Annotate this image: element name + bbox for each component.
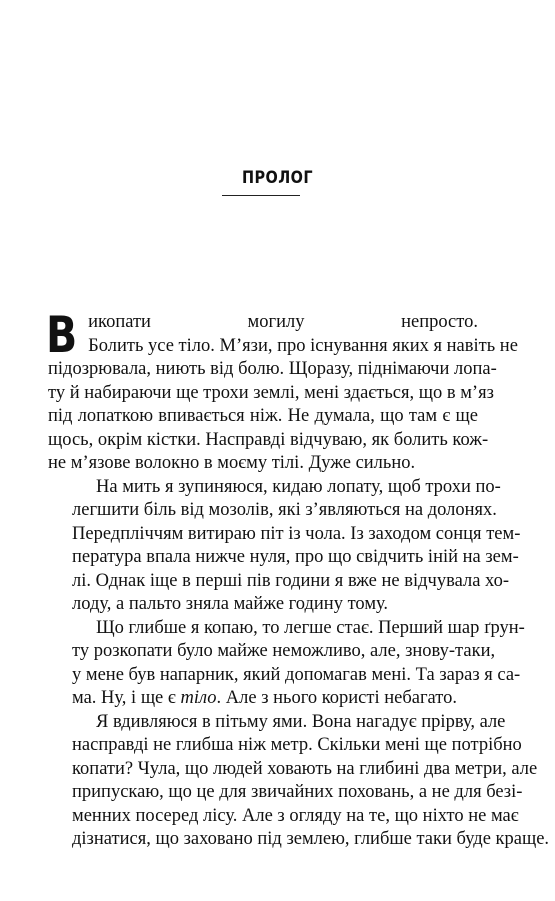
- text-line: На мить я зупиняюся, кидаю лопату, щоб трохи по-: [96, 476, 501, 497]
- text-line: ту розкопати було майже неможливо, але, знову-таки,: [72, 641, 496, 661]
- text-line: підозрювала, ниють від болю. Щоразу, піднімаючи лопа-: [48, 359, 497, 379]
- title-underline: [222, 195, 300, 196]
- text-line: ту й набираючи ще трохи землі, мені здається, що в м’яз: [48, 382, 494, 403]
- text-line: икопати могилу непросто.: [88, 312, 478, 332]
- text-line: щось, окрім кістки. Насправді відчуваю, як болить кож-: [48, 429, 489, 450]
- paragraph-2: [48, 476, 521, 617]
- text-line: лі. Однак іще в перші пів години я вже не відчувала хо-: [72, 570, 509, 591]
- text-line: [48, 687, 478, 711]
- text-line: припускаю, що це для звичайних поховань, а не для безі-: [72, 782, 523, 802]
- text-line: Я вдивляюся в пітьму ями. Вона нагадує прірву, але: [96, 711, 506, 732]
- text-line: Передпліччям витираю піт із чола. Із заходом сонця тем-: [72, 523, 521, 544]
- emphasized-word: тіло: [180, 688, 217, 708]
- text-line: Що глибше я копаю, то легше стає. Перший шар ґрун-: [96, 617, 525, 638]
- chapter-title: ПРОЛОГ: [241, 168, 314, 188]
- text-line: копати? Чула, що людей ховають на глибині два метри, але: [72, 758, 538, 779]
- text-line: під лопаткою впивається ніж. Не думала, що там є ще: [48, 406, 478, 426]
- text-line: дізнатися, що заховано під землею, глибше таки буде краще.: [72, 829, 550, 849]
- paragraph-4: [48, 711, 550, 852]
- paragraph-1: [46, 306, 518, 476]
- text-line: менних посеред лісу. Але з огляду на те, що ніхто не має: [72, 805, 519, 826]
- text-fragment: ма. Ну, і ще є: [72, 688, 181, 708]
- body-text: [46, 306, 550, 852]
- paragraph-3: [48, 617, 525, 711]
- drop-cap: В: [46, 306, 78, 364]
- text-line: легшити біль від мозолів, які з’являються на долонях.: [72, 500, 497, 520]
- text-line: лоду, а пальто зняла майже годину тому.: [72, 594, 389, 614]
- text-line: Болить усе тіло. М’язи, про існування яких я навіть не: [88, 335, 518, 356]
- text-line: насправді не глибша ніж метр. Скільки мені ще потрібно: [72, 735, 522, 755]
- text-line: не м’язове волокно в моєму тілі. Дуже сильно.: [48, 453, 416, 473]
- text-line: пература впала нижче нуля, про що свідчить іній на зем-: [72, 547, 519, 567]
- text-line: у мене був напарник, який допомагав мені. Та зараз я са-: [72, 664, 521, 685]
- text-fragment: . Але з нього користі небагато.: [216, 688, 457, 708]
